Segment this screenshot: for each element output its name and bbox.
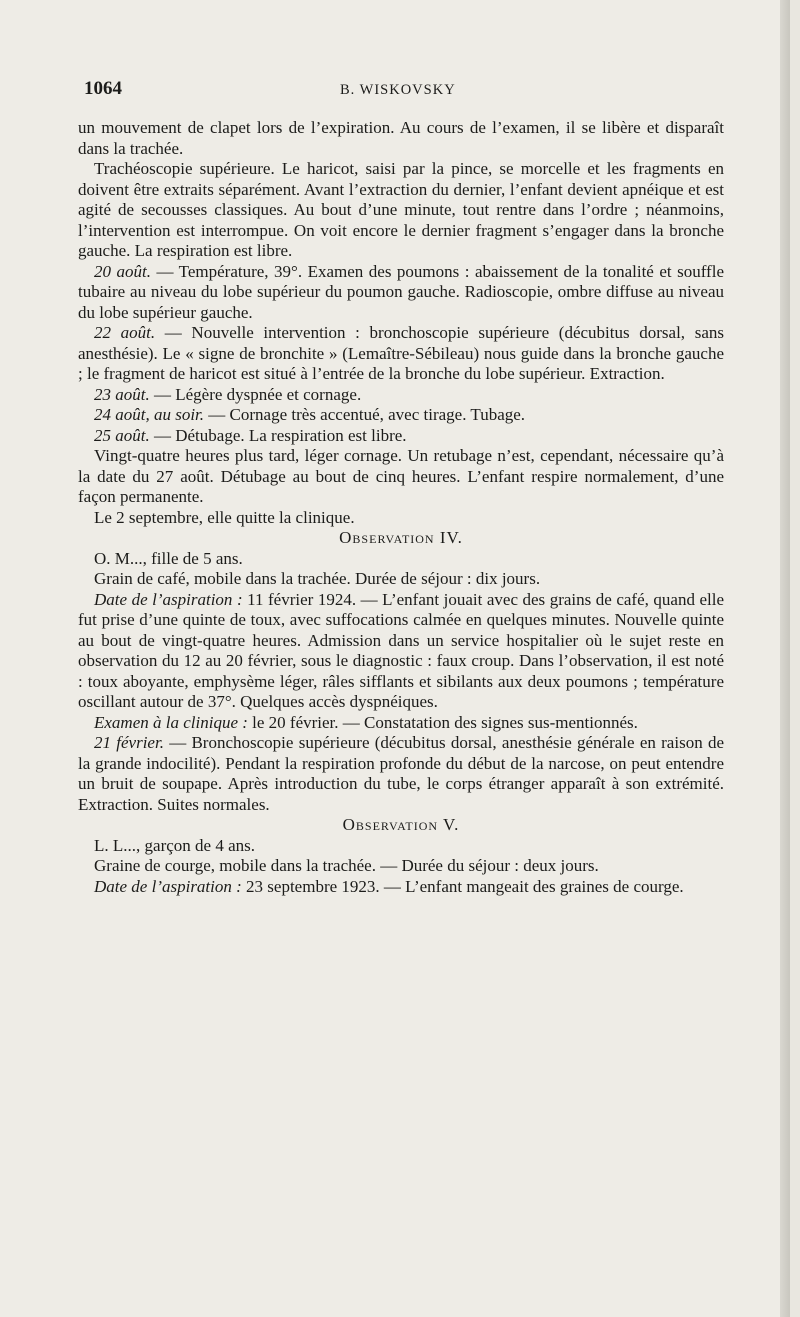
- entry-date: 22 août.: [94, 323, 156, 342]
- page-edge-shadow: [780, 0, 790, 1317]
- dated-entry: [78, 385, 724, 406]
- entry-date: 25 août.: [94, 425, 150, 445]
- aspiration-label: Date de l’aspiration :: [94, 589, 243, 609]
- page-header: [84, 78, 724, 102]
- observation-heading: Observation IV.: [339, 528, 463, 547]
- entry-date: 23 août.: [94, 384, 150, 404]
- foreign-body-line: Graine de courge, mobile dans la trachée. — Durée du séjour : deux jours.: [94, 856, 599, 875]
- paragraph: Vingt-quatre heures plus tard, léger cornage. Un retubage n’est, cependant, nécessaire qu’à la date du 27 août. Détubage au bout de cinq heures. L’enfant respire normalement, d’une façon permanente.: [78, 446, 724, 506]
- observation-heading: Observation V.: [342, 815, 460, 834]
- entry-date: 21 février.: [94, 733, 164, 752]
- exam-label: Examen à la clinique :: [94, 712, 248, 732]
- patient-line: L. L..., garçon de 4 ans.: [94, 835, 255, 855]
- aspiration-paragraph: [78, 590, 724, 713]
- entry-text: — Nouvelle intervention : bronchoscopie supérieure (décubitus dorsal, sans anesthésie). Le « signe de bronchite » (Lemaître-Sébileau) nous guide dans la bronche gauche ; le fragment de haricot est situé à l’entrée de la bronche du lobe supérieur. Extraction.: [78, 323, 724, 383]
- paragraph: Trachéoscopie supérieure. Le haricot, saisi par la pince, se morcelle et les fragments en doivent être extraits séparément. Avant l’extraction du dernier, l’enfant devient apnéique et est agité de secousses classiques. Au bout d’une minute, tout rentre dans l’ordre ; néanmoins, l’intervention est interrompue. On voit encore le dernier fragment s’engager dans la bronche gauche. La respiration est libre.: [78, 159, 724, 260]
- entry-text: — Bronchoscopie supérieure (décubitus dorsal, anesthésie générale en raison de la grande indocilité). Pendant la respiration profonde du début de la narcose, on peut entendre un bruit de soupape. Après introduction du tube, le corps étranger apparaît à son extrémité. Extraction. Suites normales.: [78, 733, 724, 814]
- exam-text: le 20 février. — Constatation des signes sus-mentionnés.: [247, 712, 638, 732]
- entry-text: — Cornage très accentué, avec tirage. Tubage.: [204, 405, 526, 424]
- running-head: B. WISKOVSKY: [340, 82, 456, 98]
- dated-entry: [78, 426, 724, 447]
- dated-entry: [78, 733, 724, 815]
- dated-entry: [78, 323, 724, 385]
- entry-text: — Température, 39°. Examen des poumons : abaissement de la tonalité et souffle tubaire au niveau du lobe supérieur du poumon gauche. Radioscopie, ombre diffuse au niveau du lobe supérieur gauche.: [78, 261, 724, 322]
- exam-paragraph: [78, 713, 724, 734]
- page-number: 1064: [84, 78, 122, 99]
- entry-text: — Légère dyspnée et cornage.: [149, 384, 362, 404]
- paragraph: Le 2 septembre, elle quitte la clinique.: [94, 507, 355, 527]
- aspiration-text: 23 septembre 1923. — L’enfant mangeait des graines de courge.: [241, 876, 684, 896]
- aspiration-label: Date de l’aspiration :: [94, 876, 242, 896]
- body-text: [78, 118, 724, 897]
- entry-date: 20 août.: [94, 261, 151, 281]
- entry-text: — Détubage. La respiration est libre.: [149, 425, 407, 445]
- dated-entry: [78, 262, 724, 324]
- foreign-body-line: Grain de café, mobile dans la trachée. Durée de séjour : dix jours.: [94, 569, 541, 588]
- patient-line: O. M..., fille de 5 ans.: [94, 548, 243, 568]
- aspiration-text: 11 février 1924. — L’enfant jouait avec des grains de café, quand elle fut prise d’une quinte de toux, avec suffocations calmée en quelques minutes. Nouvelle quinte au bout de vingt-quatre heures. Admission dans un service hospitalier où le sujet reste en observation du 12 au 20 février, sous le diagnostic : faux croup. Dans l’observation, il est noté : toux aboyante, emphysème léger, râles sifflants et sibilants aux deux poumons ; température oscillant autour de 37°. Quelques accès dyspnéiques.: [78, 589, 724, 711]
- paragraph: un mouvement de clapet lors de l’expiration. Au cours de l’examen, il se libère et disparaît dans la trachée.: [78, 118, 724, 158]
- aspiration-paragraph: [78, 877, 724, 898]
- dated-entry: [78, 405, 724, 426]
- entry-date: 24 août, au soir.: [94, 405, 205, 424]
